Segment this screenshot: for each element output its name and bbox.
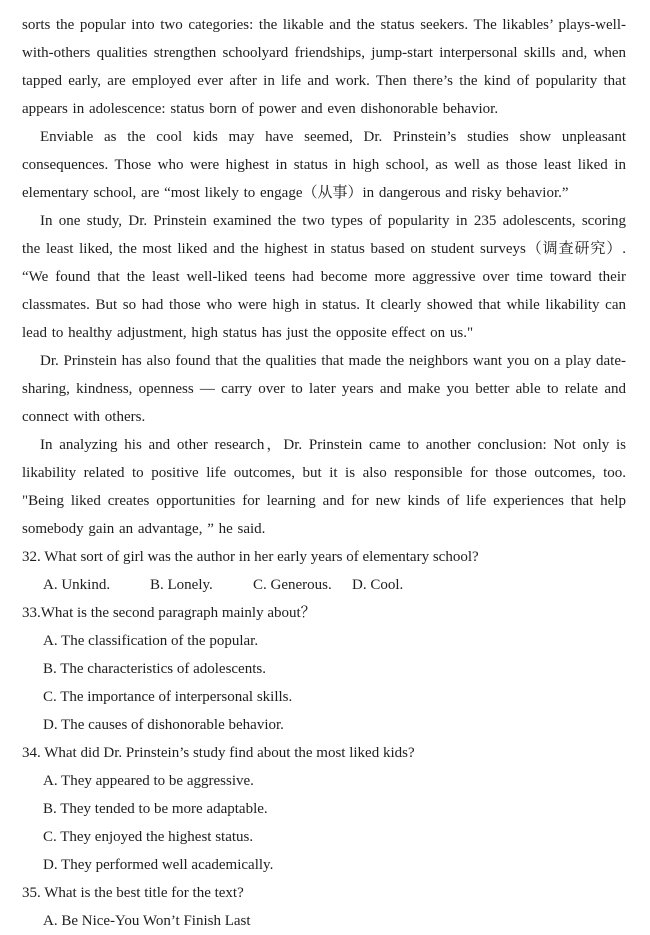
questions-section [22,543,626,935]
passage-paragraph-5: In analyzing his and other research，Dr. Prinstein came to another conclusion: Not only is likability related to positive life outcomes, but it is also responsible for those outcomes, too. "Being liked creates opportunities for learning and for new kinds of life experiences that help somebody gain an advantage, ” he said. [22,437,626,537]
question-32-options [22,571,626,599]
passage-paragraph-1: sorts the popular into two categories: the likable and the status seekers. The likables’ plays-well-with-others qualities strengthen schoolyard friendships, jump-start interpersonal skills and, when tapped early, are employed ever after in life and work. Then there’s the kind of popularity that appears in adolescence: status born of power and even dishonorable behavior. [22,17,626,117]
question-35-option-a: A. Be Nice-You Won’t Finish Last [43,913,251,929]
question-32 [22,543,626,599]
question-32-option-d: D. Cool. [352,577,404,593]
question-32-option-a: A. Unkind. [43,577,111,593]
question-32-option-c: C. Generous. [253,577,332,593]
question-33-prompt: 33.What is the second paragraph mainly about？ [22,605,316,621]
question-32-prompt: 32. What sort of girl was the author in her early years of elementary school? [22,549,479,565]
passage-paragraph-4: Dr. Prinstein has also found that the qualities that made the neighbors want you on a play date-sharing, kindness, openness — carry over to later years and make you better able to relate and connect with others. [22,353,626,425]
question-33-option-c: C. The importance of interpersonal skills. [43,689,293,705]
question-34-option-c: C. They enjoyed the highest status. [43,829,254,845]
question-32-option-b: B. Lonely. [150,577,213,593]
passage-paragraph-2: Enviable as the cool kids may have seemed, Dr. Prinstein’s studies show unpleasant consequences. Those who were highest in status in high school, as well as those least liked in elementary school, are “most likely to engage（从事）in dangerous and risky behavior.” [22,129,626,201]
question-33-option-d: D. The causes of dishonorable behavior. [43,717,284,733]
question-33-option-b: B. The characteristics of adolescents. [43,661,266,677]
question-34-option-d: D. They performed well academically. [43,857,274,873]
question-34-option-b: B. They tended to be more adaptable. [43,801,268,817]
question-35 [22,879,626,935]
question-33 [22,599,626,739]
question-34 [22,739,626,879]
question-35-prompt: 35. What is the best title for the text? [22,885,244,901]
passage-paragraph-3: In one study, Dr. Prinstein examined the two types of popularity in 235 adolescents, scoring the least liked, the most liked and the highest in status based on student surveys（调查研究）. “We found that the least well-liked teens had become more aggressive over time toward their classmates. But so had those who were high in status. It clearly showed that while likability can lead to healthy adjustment, high status has just the opposite effect on us." [22,213,626,341]
question-34-option-a: A. They appeared to be aggressive. [43,773,254,789]
question-34-prompt: 34. What did Dr. Prinstein’s study find about the most liked kids? [22,745,415,761]
question-33-option-a: A. The classification of the popular. [43,633,259,649]
reading-passage [22,11,626,543]
